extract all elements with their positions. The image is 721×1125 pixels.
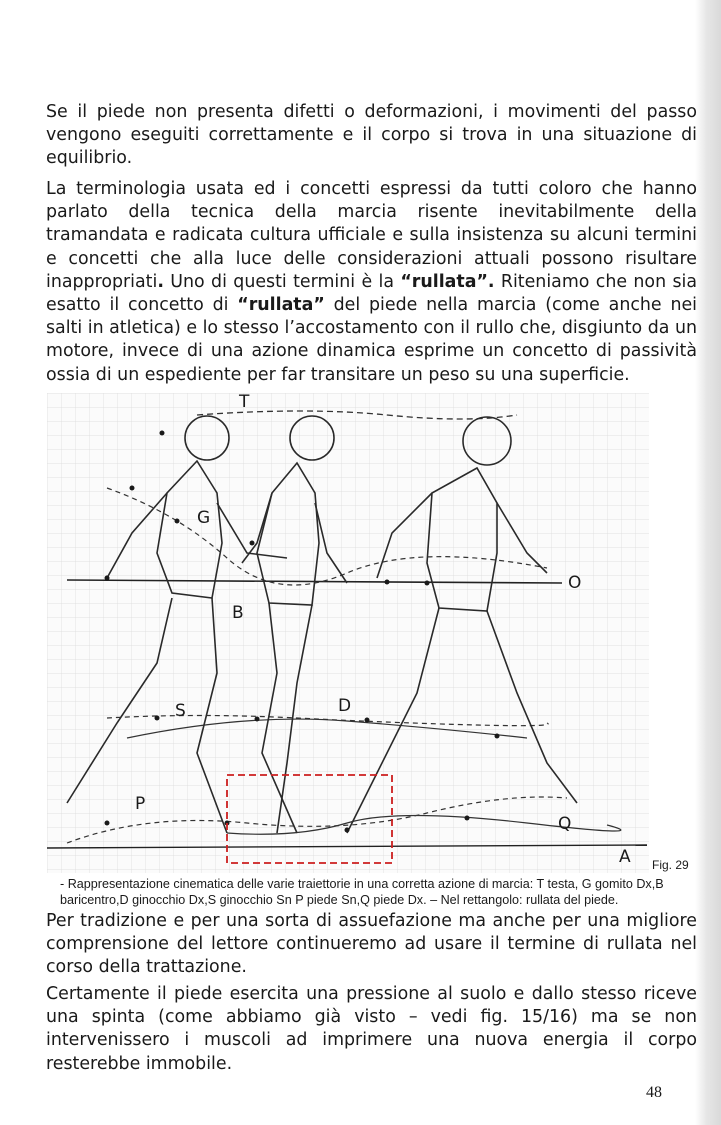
figure-drawing: [47, 393, 649, 873]
paragraph-terminology: [46, 178, 697, 387]
paragraph-intro-text: Se il piede non presenta difetti o deformazioni, i movimenti del passo vengono eseguiti correttamente e il corpo si trova in una situazione di equilibrio.: [46, 102, 697, 169]
paragraph-tradition: [46, 910, 697, 980]
figure-number: Fig. 29: [652, 858, 689, 872]
label-O: O: [568, 573, 582, 593]
label-B: B: [232, 603, 244, 623]
label-T: T: [239, 393, 250, 412]
label-P: P: [135, 794, 146, 814]
terminology-text-e: Riteniamo che non sia esatto il concetto di: [46, 271, 697, 316]
label-Q: Q: [558, 814, 572, 834]
paragraph-pressure-text: Certamente il piede esercita una pressione al suolo e dallo stesso riceve una spinta (come abbiamo già visto – vedi fig. 15/16) ma se non intervenissero i muscoli ad imprimere una nuova energia il corpo resterebbe immobile.: [46, 984, 697, 1074]
paragraph-tradition-text: Per tradizione e per una sorta di assuefazione ma anche per una migliore comprensione del lettore continueremo ad usare il termine di rullata nel corso della trattazione.: [46, 911, 697, 978]
term-rullata-2: “rullata”: [237, 295, 325, 316]
paragraph-intro: [46, 101, 697, 171]
page-number: 48: [646, 1084, 662, 1101]
label-A: A: [619, 847, 631, 867]
figure-caption: - Rappresentazione cinematica delle varie traiettorie in una corretta azione di marcia: T testa, G gomito Dx,B baricentro,D ginocchio Dx,S ginocchio Sn P piede Sn,Q piede Dx. – Nel rettangolo: rullata del piede.: [60, 877, 664, 907]
terminology-text-g: del piede nella marcia (come anche nei salti in atletica) e lo stesso l’accostamento con il rullo che, disgiunto da un motore, invece di una azione dinamica esprime un concetto di passività ossia di un espediente per far transitare un peso su una superficie.: [46, 295, 697, 385]
label-G: G: [197, 508, 211, 528]
page-edge-shadow: [695, 0, 721, 1125]
term-rullata-1: “rullata”.: [400, 271, 495, 292]
paragraph-pressure: [46, 983, 697, 1076]
label-S: S: [175, 701, 186, 721]
terminology-text-c: Uno di questi termini è la: [163, 271, 401, 292]
terminology-period: .: [157, 271, 164, 292]
label-D: D: [338, 696, 352, 716]
terminology-text-a: La terminologia usata ed i concetti espressi da tutti coloro che hanno parlato della tecnica della marcia risente inevitabilmente della tramandata e radicata cultura ufficiale e sulla insistenza su alcuni termini e concetti che alla luce delle considerazioni attuali possono risultare inappropriati: [46, 179, 697, 292]
walking-kinematics-figure: [47, 393, 649, 873]
